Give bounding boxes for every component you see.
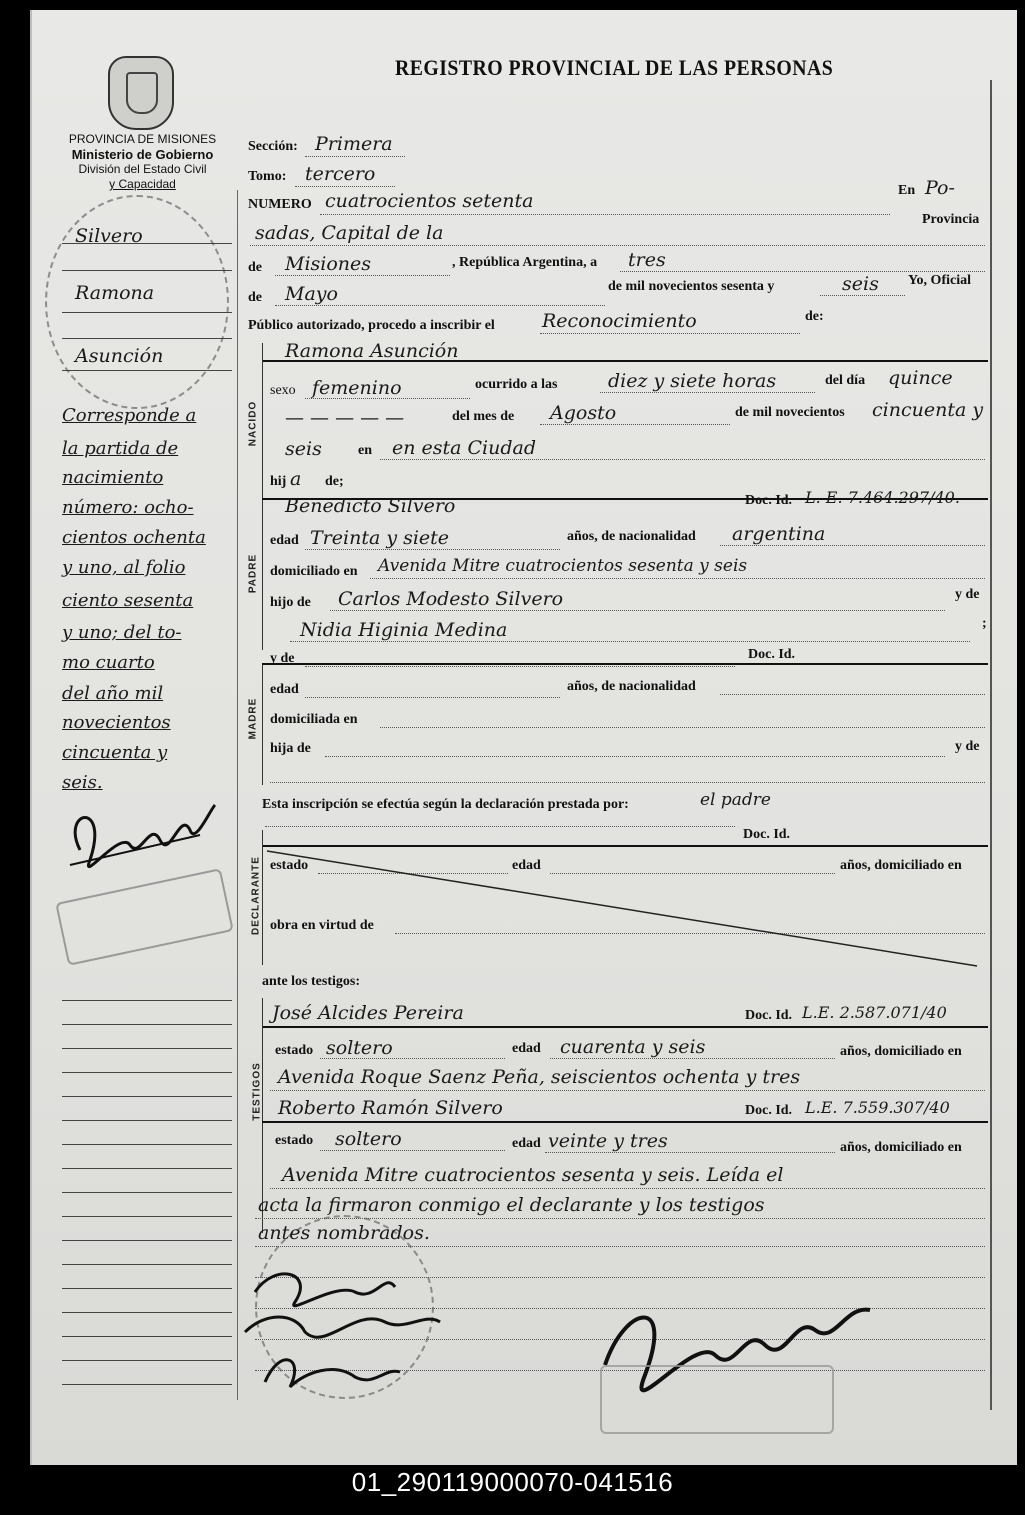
dotted-line <box>330 610 945 611</box>
numero-value: cuatrocientos setenta <box>325 190 534 212</box>
de2-label: de <box>248 290 262 305</box>
province-name: PROVINCIA DE MISIONES <box>68 132 217 146</box>
margin-ruled-line <box>62 1120 232 1121</box>
declarante-estado-label: estado <box>270 858 309 873</box>
margin-note-line: nacimiento <box>62 467 164 488</box>
section-rule <box>262 1026 988 1028</box>
madre-hija-label: hija de <box>270 741 311 756</box>
testigo1-anios-label: años, domiciliado en <box>840 1044 962 1059</box>
republica-label: , República Argentina, a <box>452 255 598 270</box>
declarante-doc-label: Doc. Id. <box>743 827 791 842</box>
dotted-line <box>600 392 815 393</box>
signature-witnesses <box>235 1262 455 1402</box>
anio-nacimiento-value: cincuenta y <box>872 399 984 421</box>
padre-madre-value: Nidia Higinia Medina <box>300 619 508 641</box>
testigo1-dom-value: Avenida Roque Saenz Peña, seiscientos ochenta y tres <box>278 1066 801 1088</box>
testigo2-edad-label: edad <box>512 1136 541 1151</box>
right-border <box>990 80 992 1410</box>
delmes-label: del mes de <box>452 409 515 424</box>
testigos-intro-label: ante los testigos: <box>262 974 360 989</box>
file-id: 01_290119000070-041516 <box>351 1467 674 1497</box>
madre-yde2-label: y de <box>955 739 980 754</box>
testigo2-estado-label: estado <box>275 1133 314 1148</box>
margin-ruled-line <box>62 1168 232 1169</box>
margin-note-line: ciento sesenta <box>62 590 194 611</box>
declarante-anios-label: años, domiciliado en <box>840 858 962 873</box>
dotted-line <box>540 424 730 425</box>
dotted-line <box>275 305 605 306</box>
testigo1-edad-value: cuarenta y seis <box>560 1036 706 1058</box>
section-label-nacido: NACIDO <box>247 400 259 447</box>
margin-note-line: del año mil <box>62 683 164 704</box>
margin-ruled-line <box>62 1096 232 1097</box>
dotted-line <box>305 549 560 550</box>
margin-note-line: número: ocho- <box>62 497 194 518</box>
padre-nac-label: años, de nacionalidad <box>567 529 696 544</box>
cancellation-line <box>262 846 992 971</box>
hijo-label: hij <box>270 474 287 489</box>
testigo2-doc-label: Doc. Id. <box>745 1103 793 1118</box>
ministry-block <box>45 132 240 192</box>
deldia-label: del día <box>825 373 866 388</box>
margin-note-line: Corresponde a <box>62 405 197 426</box>
dotted-line <box>265 826 735 827</box>
dotted-line <box>255 1218 985 1219</box>
margin-ruled-line <box>62 370 232 371</box>
dotted-line <box>370 578 985 579</box>
section-label-padre: PADRE <box>247 553 259 594</box>
margin-ruled-line <box>62 1360 232 1361</box>
margin-note-line: y uno; del to- <box>62 622 182 643</box>
hijo-suffix: a <box>290 468 302 490</box>
declarante-intro-value: el padre <box>700 790 771 810</box>
dotted-line <box>250 245 985 246</box>
margin-ruled-line <box>62 1384 232 1385</box>
margin-note-line: novecientos <box>62 712 171 733</box>
testigo1-edad-label: edad <box>512 1041 541 1056</box>
dotted-line <box>325 756 945 757</box>
seccion-value: Primera <box>315 133 393 155</box>
margin-note-line: cincuenta y <box>62 742 168 763</box>
anio2-value: seis <box>285 438 322 460</box>
dia-nacimiento-value: quince <box>888 367 953 389</box>
anio-value: seis <box>842 273 879 295</box>
margin-note-line: y uno, al folio <box>62 557 186 578</box>
declarante-edad-label: edad <box>512 858 541 873</box>
padre-nombre: Benedicto Silvero <box>285 495 456 517</box>
de-value: Misiones <box>285 253 372 275</box>
demil-label: de mil novecientos <box>735 405 845 420</box>
dotted-line <box>290 641 970 642</box>
dotted-line <box>305 666 735 667</box>
mes-nacimiento-value: Agosto <box>550 402 617 424</box>
padre-dom-label: domiciliado en <box>270 564 358 579</box>
dotted-line <box>270 782 985 783</box>
padre-nac-value: argentina <box>732 523 826 545</box>
margin-note-line: la partida de <box>62 438 179 459</box>
mes-value: Mayo <box>285 283 338 305</box>
section-vertical-rule <box>262 665 263 785</box>
testigo1-estado-value: soltero <box>326 1037 393 1059</box>
testigo1-nombre: José Alcides Pereira <box>272 1002 464 1024</box>
margin-divider <box>237 190 238 1400</box>
dia-value: tres <box>628 249 666 271</box>
sexo-label: sexo <box>270 383 296 398</box>
section-label-declarante: DECLARANTE <box>250 856 262 935</box>
padre-hijo-label: hijo de <box>270 595 311 610</box>
padre-doc-value: L. E. 7.464.297/40. <box>805 488 960 507</box>
dotted-line <box>320 1058 505 1059</box>
section-rule <box>262 663 988 665</box>
dotted-line <box>295 186 395 187</box>
margin-ruled-line <box>62 1312 232 1313</box>
declarante-intro-label: Esta inscripción se efectúa según la declaración prestada por: <box>262 797 629 812</box>
testigo2-estado-value: soltero <box>335 1128 402 1150</box>
en-label: En <box>898 183 916 198</box>
dotted-line <box>380 459 985 460</box>
padre-semicolon: ; <box>982 616 987 631</box>
madre-dom-label: domiciliada en <box>270 712 358 727</box>
division-capacity: y Capacidad <box>109 177 176 191</box>
dotted-line <box>550 1058 835 1059</box>
testigo1-doc-label: Doc. Id. <box>745 1008 793 1023</box>
padre-doc-label: Doc. Id. <box>745 493 793 508</box>
ministry-name: Ministerio de Gobierno <box>71 147 214 162</box>
margin-note-line: Silvero <box>75 225 143 247</box>
numero-label: NUMERO <box>248 197 312 212</box>
tomo-value: tercero <box>305 163 376 185</box>
padre-edad-value: Treinta y siete <box>310 527 450 549</box>
official-stamp <box>600 1365 834 1434</box>
testigo2-nombre: Roberto Ramón Silvero <box>278 1097 503 1119</box>
madre-nac-label: años, de nacionalidad <box>567 679 696 694</box>
padre-padre-value: Carlos Modesto Silvero <box>338 588 564 610</box>
dotted-line <box>720 545 985 546</box>
margin-ruled-line <box>62 1024 232 1025</box>
dotted-line <box>275 275 450 276</box>
dotted-line <box>305 697 560 698</box>
dotted-line <box>305 398 470 399</box>
closing-line-2: antes nombrados. <box>258 1222 430 1244</box>
dotted-line <box>545 1152 835 1153</box>
provincia-label: Provincia <box>922 212 980 227</box>
testigo2-edad-value: veinte y tres <box>548 1130 668 1152</box>
margin-ruled-line <box>62 1072 232 1073</box>
tomo-label: Tomo: <box>248 169 287 184</box>
division-name: División del Estado Civil <box>78 162 207 176</box>
nacido-nombre: Ramona Asunción <box>285 340 459 362</box>
margin-ruled-line <box>62 1264 232 1265</box>
margin-note-line: seis. <box>62 772 103 793</box>
padre-yde-label: y de <box>955 587 980 602</box>
de3-label: de: <box>805 309 824 324</box>
publico-label: Público autorizado, procedo a inscribir el <box>248 318 495 333</box>
testigo2-dom-value: Avenida Mitre cuatrocientos sesenta y seis. Leída el <box>282 1164 784 1186</box>
margin-ruled-line <box>62 312 232 313</box>
testigo1-doc-value: L.E. 2.587.071/40 <box>802 1003 947 1022</box>
en-value: Po- <box>925 177 955 199</box>
dotted-line <box>540 333 800 334</box>
margin-ruled-line <box>62 1288 232 1289</box>
section-vertical-rule <box>262 500 263 650</box>
section-vertical-rule <box>262 343 263 500</box>
mil-label: de mil novecientos sesenta y <box>608 279 775 294</box>
padre-dom-value: Avenida Mitre cuatrocientos sesenta y seis <box>378 556 748 576</box>
dotted-line <box>620 271 985 272</box>
margin-note-line: Asunción <box>75 345 164 367</box>
dotted-line <box>270 1188 985 1189</box>
sexo-value: femenino <box>312 377 402 399</box>
margin-ruled-line <box>62 338 232 339</box>
margin-note-line: cientos ochenta <box>62 527 206 548</box>
section-label-testigos: TESTIGOS <box>251 1062 263 1121</box>
closing-line-1: acta la firmaron conmigo el declarante y los testigos <box>258 1194 765 1216</box>
margin-ruled-line <box>62 1048 232 1049</box>
de-label: de <box>248 260 262 275</box>
margin-ruled-line <box>62 1216 232 1217</box>
acto-value: Reconocimiento <box>542 310 697 332</box>
ocurrido-label: ocurrido a las <box>475 377 558 392</box>
section-rule <box>262 1121 988 1123</box>
dotted-line <box>320 214 890 215</box>
en-nac-label: en <box>358 443 372 458</box>
margin-ruled-line <box>62 1144 232 1145</box>
coat-of-arms-icon <box>108 56 174 130</box>
dotted-line <box>720 694 985 695</box>
testigo1-estado-label: estado <box>275 1043 314 1058</box>
place-value: sadas, Capital de la <box>255 222 444 244</box>
padre-edad-label: edad <box>270 533 299 548</box>
dotted-line <box>320 1150 505 1151</box>
margin-ruled-line <box>62 1240 232 1241</box>
seccion-label: Sección: <box>248 139 298 154</box>
dotted-line <box>380 727 985 728</box>
testigo2-anios-label: años, domiciliado en <box>840 1140 962 1155</box>
hijo-de-label: de; <box>325 474 344 489</box>
dotted-line <box>270 1090 985 1091</box>
declarante-obra-label: obra en virtud de <box>270 918 374 933</box>
lugar-value: en esta Ciudad <box>392 437 537 459</box>
hora-value: diez y siete horas <box>608 370 777 392</box>
margin-ruled-line <box>62 1336 232 1337</box>
dotted-line <box>305 156 405 157</box>
oficial-label: Yo, Oficial <box>908 273 971 288</box>
blank-value: — — — — — <box>285 407 405 429</box>
madre-yde-label: y de <box>270 651 295 666</box>
margin-note-line: Ramona <box>75 282 155 304</box>
madre-edad-label: edad <box>270 682 299 697</box>
margin-note-line: mo cuarto <box>62 652 155 673</box>
signature-area-line <box>255 1246 985 1247</box>
testigo2-doc-value: L.E. 7.559.307/40 <box>805 1098 950 1117</box>
margin-ruled-line <box>62 243 232 244</box>
margin-ruled-line <box>62 1000 232 1001</box>
madre-doc-label: Doc. Id. <box>748 647 796 662</box>
dotted-line <box>820 295 905 296</box>
section-label-madre: MADRE <box>247 697 259 740</box>
margin-ruled-line <box>62 270 232 271</box>
margin-ruled-line <box>62 1192 232 1193</box>
page-title: REGISTRO PROVINCIAL DE LAS PERSONAS <box>395 55 834 80</box>
